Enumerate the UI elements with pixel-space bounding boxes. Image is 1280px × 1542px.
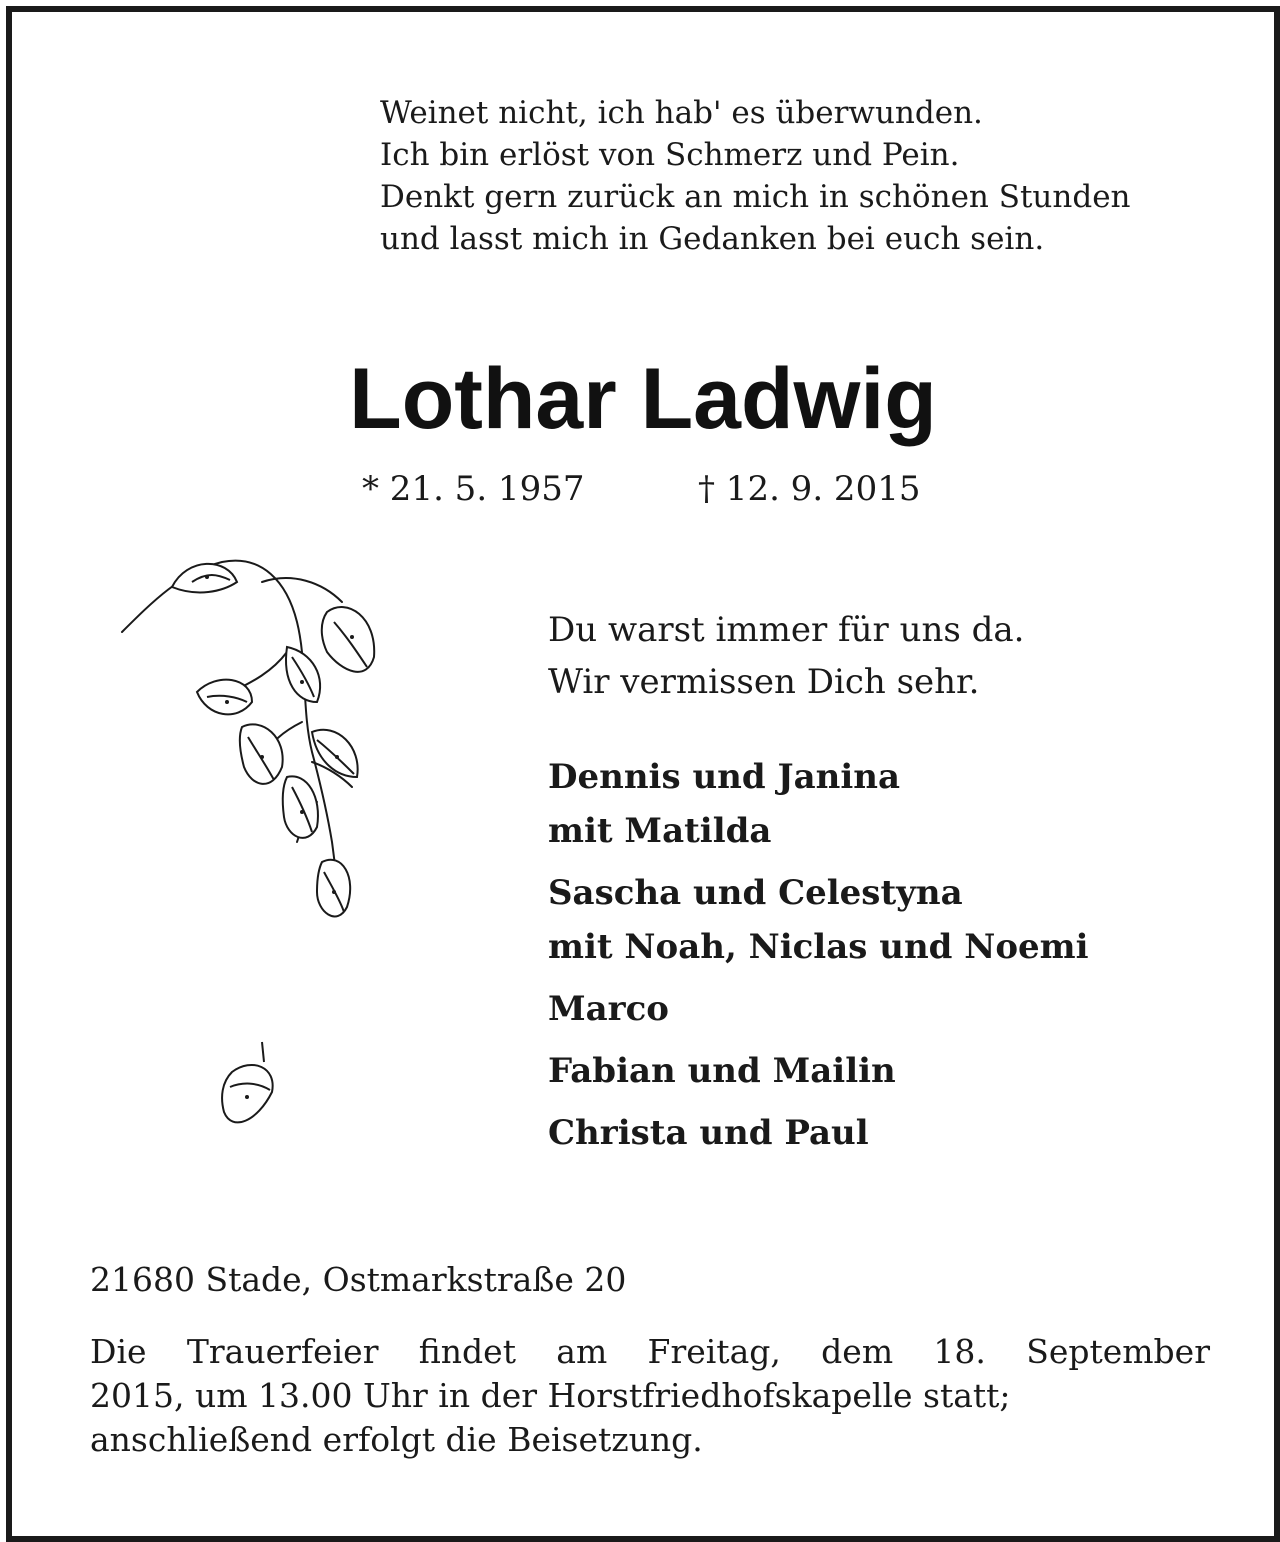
poem-line: Ich bin erlöst von Schmerz und Pein.: [380, 137, 960, 173]
ceremony-line: Die Trauerfeier findet am Freitag, dem 18. September: [90, 1332, 1210, 1371]
ceremony-notice: [90, 1330, 1210, 1462]
poem-line: Weinet nicht, ich hab' es überwunden.: [380, 95, 983, 131]
death-date: † 12. 9. 2015: [698, 469, 921, 509]
family-line: mit Noah, Niclas und Noemi: [548, 927, 1089, 967]
family-group: [548, 982, 1089, 1036]
poem-verse: [380, 92, 1131, 260]
obituary-frame: [6, 6, 1280, 1542]
family-group: [548, 1106, 1089, 1160]
family-group: [548, 750, 1089, 858]
ceremony-line: 2015, um 13.00 Uhr in der Horstfriedhofskapelle statt;: [90, 1376, 1011, 1415]
condolence-message: [548, 604, 1024, 708]
family-line: Sascha und Celestyna: [548, 873, 963, 913]
family-group: [548, 1044, 1089, 1098]
falling-leaves-branch-icon: [112, 542, 402, 1142]
deceased-name: Lothar Ladwig: [349, 351, 937, 447]
poem-line: und lasst mich in Gedanken bei euch sein.: [380, 221, 1045, 257]
family-line: Christa und Paul: [548, 1113, 869, 1153]
message-line: Du warst immer für uns da.: [548, 610, 1025, 650]
ceremony-line: anschließend erfolgt die Beisetzung.: [90, 1420, 703, 1459]
family-signatures: [548, 750, 1089, 1168]
poem-line: Denkt gern zurück an mich in schönen Stunden: [380, 179, 1131, 215]
family-line: Fabian und Mailin: [548, 1051, 896, 1091]
address: 21680 Stade, Ostmarkstraße 20: [90, 1260, 627, 1299]
life-dates: [362, 464, 921, 514]
family-line: mit Matilda: [548, 811, 772, 851]
birth-date: * 21. 5. 1957: [362, 469, 585, 509]
message-line: Wir vermissen Dich sehr.: [548, 662, 980, 702]
family-group: [548, 866, 1089, 974]
family-line: Dennis und Janina: [548, 757, 901, 797]
family-line: Marco: [548, 989, 669, 1029]
